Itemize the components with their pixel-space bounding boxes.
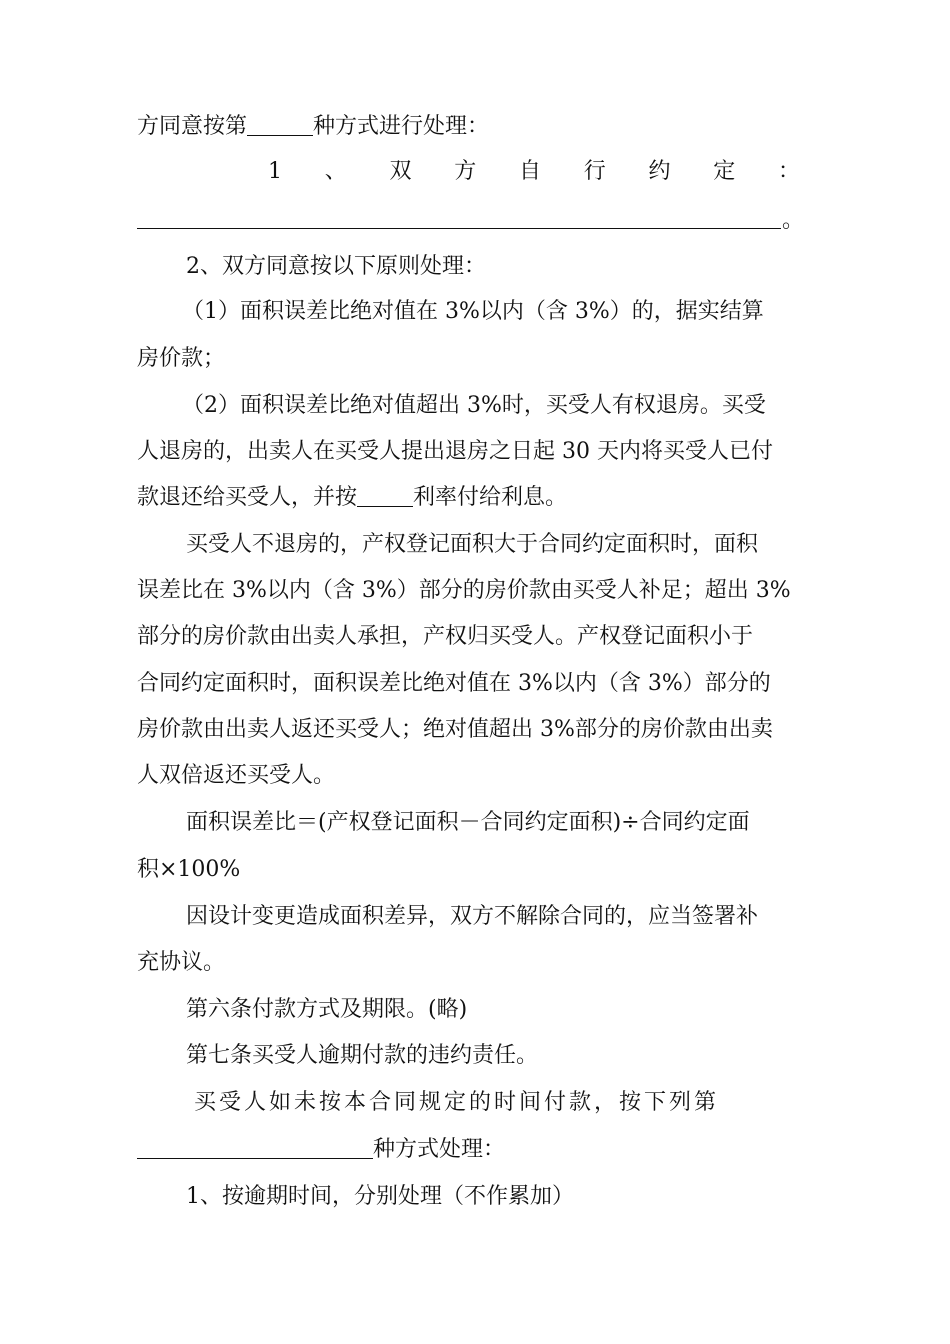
text-segment: 种方式进行处理：: [313, 114, 490, 139]
char: 方: [454, 159, 477, 184]
paragraph-line: 因设计变更造成面积差异，双方不解除合同的，应当签署补: [186, 904, 759, 929]
fill-in-blank: [247, 113, 313, 136]
char: 1: [268, 159, 282, 184]
paragraph-line: 合同约定面积时，面积误差比绝对值在 3%以内（含 3%）部分的: [137, 671, 771, 696]
text-segment: 利率付给利息。: [413, 485, 568, 510]
paragraph-line: （2）面积误差比绝对值超出 3%时，买受人有权退房。买受: [182, 393, 766, 418]
paragraph-line: 人退房的，出卖人在买受人提出退房之日起 30 天内将买受人已付: [137, 439, 773, 464]
char: 行: [583, 159, 606, 184]
text-segment: 款退还给买受人，并按: [137, 485, 358, 510]
formula-line: 积×100%: [137, 857, 241, 882]
char: ：: [777, 159, 800, 184]
paragraph-line: [137, 1135, 815, 1165]
char: 定: [713, 159, 736, 184]
paragraph-line: 部分的房价款由出卖人承担，产权归买受人。产权登记面积小于: [137, 624, 754, 649]
paragraph-line: [137, 483, 815, 513]
article-heading: 第七条买受人逾期付款的违约责任。: [186, 1043, 539, 1068]
paragraph-line: 房价款；: [137, 346, 226, 371]
fill-in-line: [137, 228, 781, 229]
char: 、: [324, 159, 347, 184]
char: 双: [389, 159, 412, 184]
fill-in-blank: [357, 484, 413, 507]
text-segment: 种方式处理：: [373, 1137, 506, 1162]
fill-in-blank: [137, 1136, 373, 1159]
paragraph-line: 1、按逾期时间，分别处理（不作累加）: [186, 1184, 574, 1209]
paragraph-line: 房价款由出卖人返还买受人；绝对值超出 3%部分的房价款由出卖: [137, 717, 773, 742]
text-segment: 方同意按第: [137, 114, 248, 139]
paragraph-line: （1）面积误差比绝对值在 3%以内（含 3%）的，据实结算: [182, 299, 764, 324]
paragraph-line: [137, 112, 815, 142]
paragraph-line: 充协议。: [137, 950, 226, 975]
paragraph-line: 买受人如未按本合同规定的时间付款，按下列第: [194, 1090, 720, 1115]
char: 约: [648, 159, 671, 184]
paragraph-line: 2、双方同意按以下原则处理：: [186, 254, 486, 279]
paragraph-line: 买受人不退房的，产权登记面积大于合同约定面积时，面积: [186, 532, 759, 557]
formula-line: 面积误差比＝(产权登记面积－合同约定面积)÷合同约定面: [186, 810, 750, 835]
period-mark: 。: [782, 208, 805, 233]
paragraph-line: 人双倍返还买受人。: [137, 763, 336, 788]
paragraph-line: 误差比在 3%以内（含 3%）部分的房价款由买受人补足；超出 3%: [137, 578, 791, 603]
char: 自: [518, 159, 541, 184]
article-heading: 第六条付款方式及期限。(略): [186, 997, 468, 1022]
item-1-heading: [268, 157, 800, 187]
